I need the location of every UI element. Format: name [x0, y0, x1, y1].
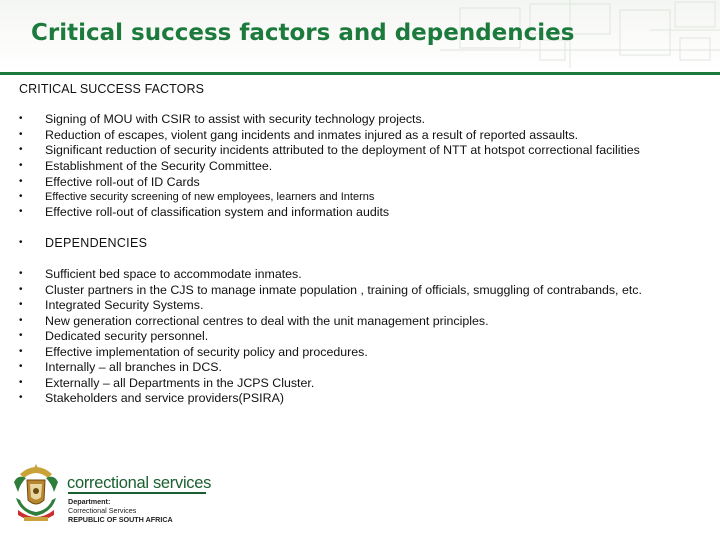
list-item-text: Sufficient bed space to accommodate inmates. — [45, 267, 302, 281]
bullet: • — [19, 284, 23, 295]
brand-name: correctional services — [67, 474, 212, 492]
list-item-text: Effective roll-out of classification system and information audits — [45, 205, 390, 219]
list-item-text: Effective roll-out of ID Cards — [45, 175, 200, 189]
bullet: • — [19, 346, 23, 357]
bullet: • — [19, 144, 23, 155]
title-divider — [0, 72, 720, 75]
list-item-text: Dedicated security personnel. — [45, 329, 209, 343]
bullet: • — [19, 299, 23, 310]
bullet: • — [19, 191, 23, 202]
dependencies-heading: DEPENDENCIES — [45, 236, 148, 250]
list-item-text: Effective security screening of new employees, learners and Interns — [45, 191, 375, 203]
bullet: • — [19, 361, 23, 372]
list-item-text: New generation correctional centres to deal with the unit management principles. — [45, 314, 489, 328]
bullet: • — [19, 176, 23, 187]
list-item-text: Cluster partners in the CJS to manage inmate population , training of officials, smuggling of contrabands, etc. — [45, 283, 642, 297]
department-label: Department: — [68, 497, 111, 506]
bullet: • — [19, 113, 23, 124]
list-item-text: Signing of MOU with CSIR to assist with security technology projects. — [45, 112, 426, 126]
brand-underline — [68, 492, 206, 494]
slide-title: Critical success factors and dependencies — [31, 20, 575, 46]
list-item-text: Stakeholders and service providers(PSIRA) — [45, 391, 284, 405]
bullet: • — [19, 160, 23, 171]
csf-heading: CRITICAL SUCCESS FACTORS — [19, 82, 205, 96]
list-item-text: Reduction of escapes, violent gang incidents and inmates injured as a result of reported assaults. — [45, 128, 579, 142]
department-logo — [10, 462, 210, 527]
bullet: • — [19, 315, 23, 326]
list-item-text: Significant reduction of security incidents attributed to the deployment of NTT at hotspot correctional facilities — [45, 143, 640, 157]
list-item-text: Effective implementation of security policy and procedures. — [45, 345, 368, 359]
bullet: • — [19, 377, 23, 388]
list-item-text: Internally – all branches in DCS. — [45, 360, 222, 374]
department-name: Correctional Services — [68, 506, 137, 515]
list-item-text: Establishment of the Security Committee. — [45, 159, 273, 173]
bullet: • — [19, 206, 23, 217]
bullet: • — [19, 392, 23, 403]
list-item-text: Externally – all Departments in the JCPS Cluster. — [45, 376, 315, 390]
bullet: • — [19, 129, 23, 140]
bullet: • — [19, 237, 23, 248]
bullet: • — [19, 268, 23, 279]
coat-of-arms-icon — [10, 462, 62, 526]
bullet: • — [19, 330, 23, 341]
list-item-text: Integrated Security Systems. — [45, 298, 204, 312]
country-name: REPUBLIC OF SOUTH AFRICA — [68, 515, 173, 524]
